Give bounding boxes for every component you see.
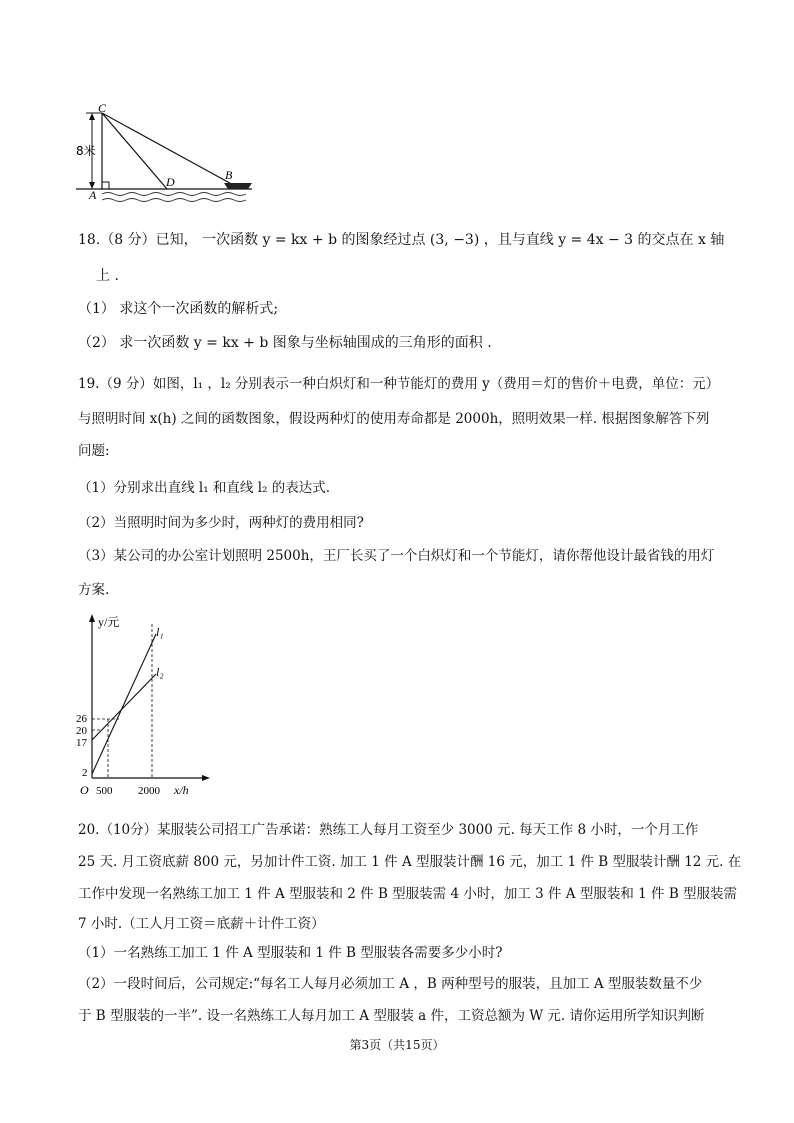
l2-label: l₂ <box>156 665 164 679</box>
label-d: D <box>166 175 175 189</box>
q20-part2-line2: 于 B 型服装的一半”. 设一名熟练工人每月加工 A 型服装 a 件，工资总额为 W 元. 请你运用所学知识判断 <box>78 1008 705 1024</box>
y-tick-20: 20 <box>76 725 87 737</box>
q18-line2: 上 . <box>96 268 119 284</box>
y-tick-26: 26 <box>76 713 87 725</box>
q19-line2: 与照明时间 x(h) 之间的函数图象，假设两种灯的使用寿命都是 2000h，照明效果一样. 根据图象解答下列 <box>78 411 710 427</box>
q19-part3-line1: （3）某公司的办公室计划照明 2500h，王厂长买了一个白炽灯和一个节能灯，请你帮他设计最省钱的用灯 <box>78 548 715 564</box>
label-a: A <box>89 188 97 202</box>
y-axis-label: y/元 <box>98 615 120 629</box>
figure-triangle-water <box>72 103 262 203</box>
q20-line3: 工作中发现一名熟练工加工 1 件 A 型服装和 2 件 B 型服装需 4 小时，加工 3 件 A 型服装和 1 件 B 型服装需 <box>78 886 738 902</box>
q18-line1: 18.（8 分）已知， 一次函数 y = kx + b 的图象经过点 (3, −3) ，且与直线 y = 4x − 3 的交点在 x 轴 <box>78 232 725 248</box>
origin-label: O <box>80 783 89 797</box>
q18-part2: （2） 求一次函数 y = kx + b 图象与坐标轴围成的三角形的面积 . <box>78 335 492 351</box>
q18-part1: （1） 求这个一次函数的解析式; <box>78 301 279 317</box>
x-axis-label: x/h <box>174 783 189 797</box>
q20-line4: 7 小时.（工人月工资＝底薪＋计件工资） <box>78 916 325 932</box>
q19-line3: 问题: <box>78 443 110 459</box>
q20-part1: （1）一名熟练工加工 1 件 A 型服装和 1 件 B 型服装各需要多少小时? <box>78 945 503 961</box>
y-tick-2: 2 <box>82 767 88 779</box>
q19-part2: （2）当照明时间为多少时，两种灯的费用相同? <box>78 515 364 531</box>
label-c: C <box>97 103 107 115</box>
x-tick-2000: 2000 <box>138 785 160 797</box>
page-footer: 第3页（共15页） <box>349 1038 445 1052</box>
x-tick-500: 500 <box>96 785 113 797</box>
lamp-cost-graph <box>76 610 216 802</box>
l1-label: l₁ <box>156 625 164 639</box>
q19-line1: 19.（9 分）如图，l₁ ，l₂ 分别表示一种白炽灯和一种节能灯的费用 y（费用＝灯的售价＋电费，单位：元） <box>78 376 720 392</box>
y-tick-17: 17 <box>76 737 87 749</box>
q19-part1: （1）分别求出直线 l₁ 和直线 l₂ 的表达式. <box>78 480 331 496</box>
q20-line1: 20.（10分）某服装公司招工广告承诺：熟练工人每月工资至少 3000 元. 每天工作 8 小时，一个月工作 <box>78 822 699 838</box>
label-b: B <box>225 168 233 182</box>
height-label: 8米 <box>76 144 96 158</box>
q20-line2: 25 天. 月工资底薪 800 元，另加计件工资. 加工 1 件 A 型服装计酬 16 元，加工 1 件 B 型服装计酬 12 元. 在 <box>78 854 742 870</box>
q20-part2-line1: （2）一段时间后，公司规定:“每名工人每月必须加工 A ，B 两种型号的服装，且加工 A 型服装数量不少 <box>78 976 703 992</box>
q19-part3-line2: 方案. <box>78 582 110 598</box>
